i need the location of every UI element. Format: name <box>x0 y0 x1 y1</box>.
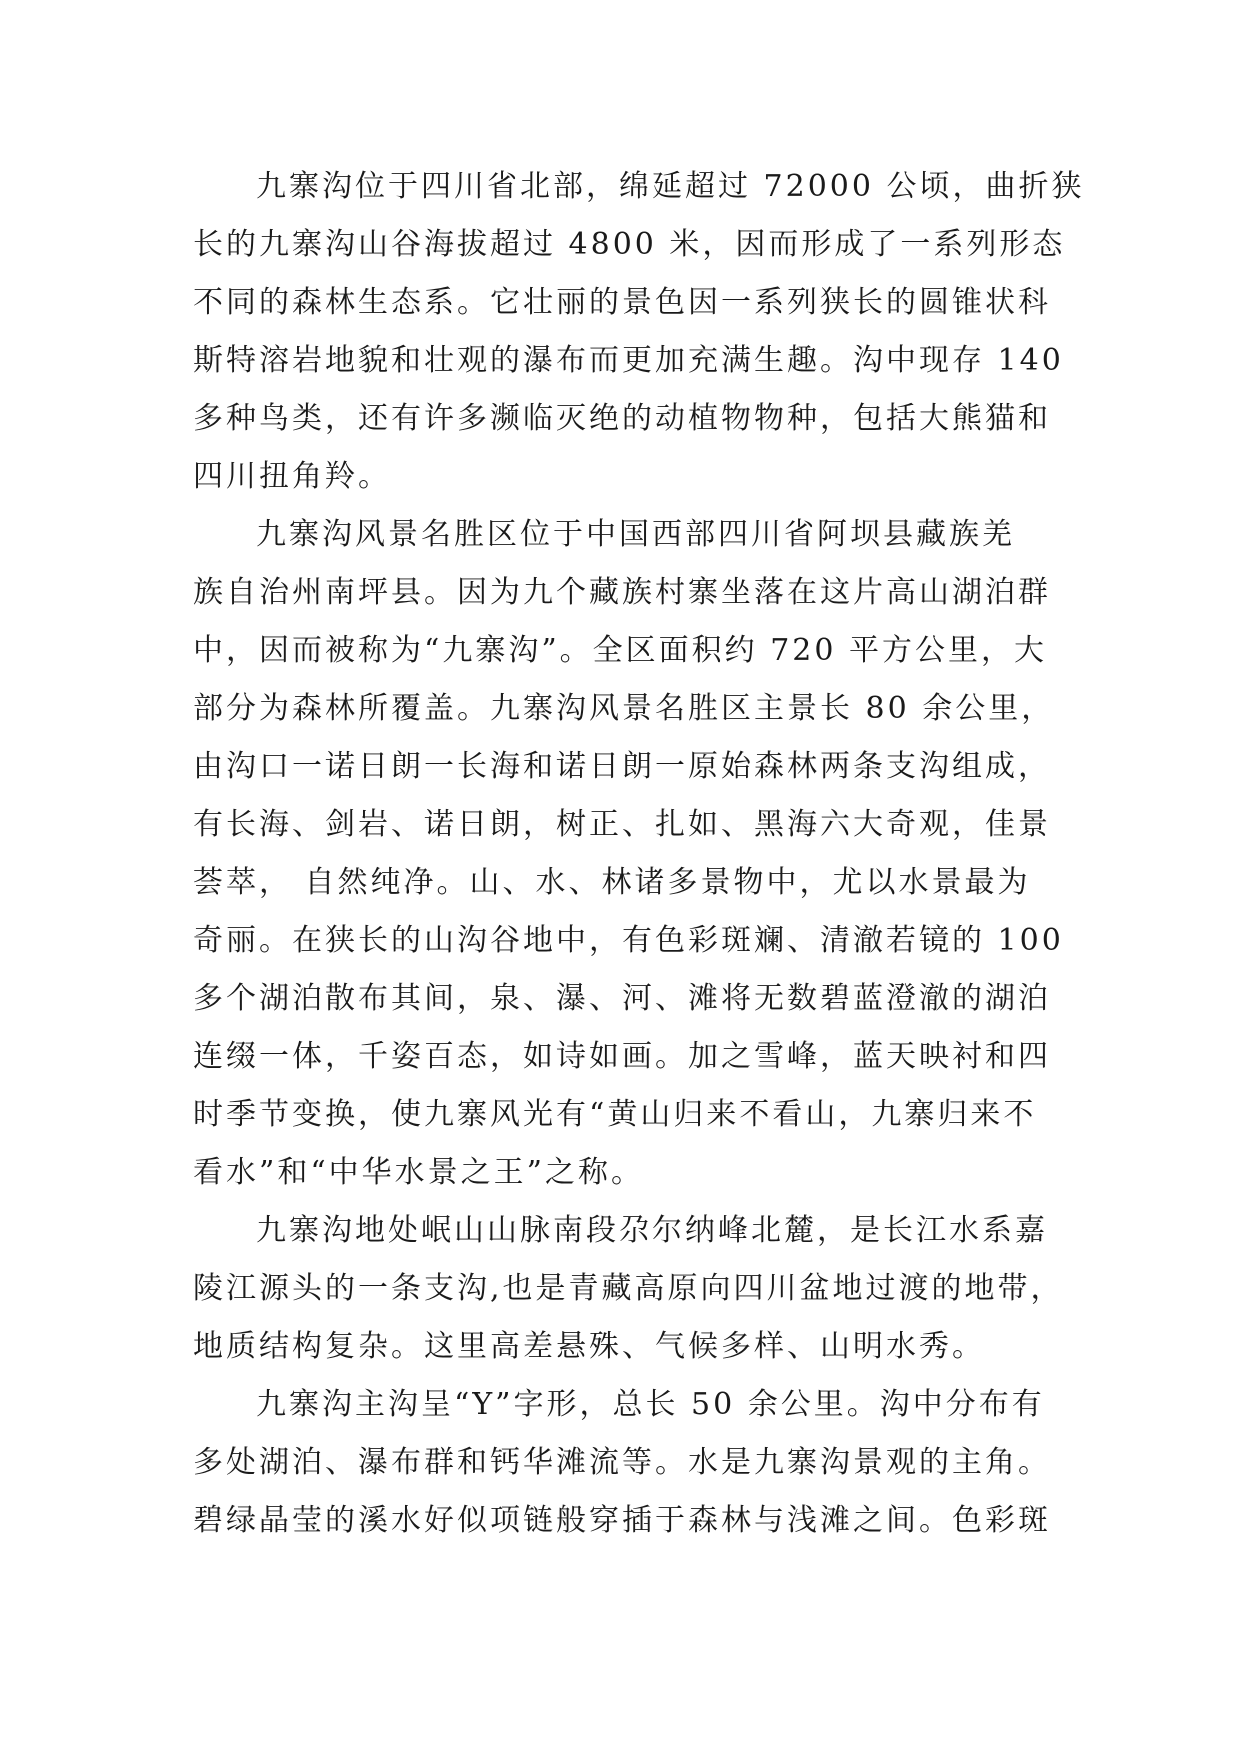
paragraph-line: 九寨沟风景名胜区位于中国西部四川省阿坝县藏族羌 <box>256 517 1015 552</box>
paragraph-line: 部分为森林所覆盖。九寨沟风景名胜区主景长 80 余公里， <box>193 691 1055 726</box>
paragraph-line: 九寨沟地处岷山山脉南段尕尔纳峰北麓，是长江水系嘉 <box>256 1213 1048 1248</box>
paragraph-line: 族自治州南坪县。因为九个藏族村寨坐落在这片高山湖泊群 <box>193 575 1051 610</box>
paragraph-line: 九寨沟主沟呈“Y”字形，总长 50 余公里。沟中分布有 <box>256 1387 1045 1422</box>
paragraph-line: 多处湖泊、瀑布群和钙华滩流等。水是九寨沟景观的主角。 <box>193 1445 1051 1480</box>
paragraph-line: 长的九寨沟山谷海拔超过 4800 米，因而形成了一系列形态 <box>193 227 1066 262</box>
paragraph-2 <box>193 506 1064 1202</box>
paragraph-line: 奇丽。在狭长的山沟谷地中，有色彩斑斓、清澈若镜的 100 <box>193 923 1064 958</box>
paragraph-line: 时季节变换，使九寨风光有“黄山归来不看山，九寨归来不 <box>193 1097 1037 1132</box>
paragraph-line: 斯特溶岩地貌和壮观的瀑布而更加充满生趣。沟中现存 140 <box>193 343 1064 378</box>
paragraph-line: 地质结构复杂。这里高差悬殊、气候多样、山明水秀。 <box>193 1329 985 1364</box>
paragraph-4 <box>193 1376 1053 1550</box>
paragraph-line: 有长海、剑岩、诺日朗，树正、扎如、黑海六大奇观，佳景 <box>193 807 1051 842</box>
paragraph-line: 荟萃， 自然纯净。山、水、林诸多景物中，尤以水景最为 <box>193 865 1031 900</box>
paragraph-line: 多种鸟类，还有许多濒临灭绝的动植物物种，包括大熊猫和 <box>193 401 1051 436</box>
paragraph-line: 多个湖泊散布其间，泉、瀑、河、滩将无数碧蓝澄澈的湖泊 <box>193 981 1051 1016</box>
paragraph-line: 九寨沟位于四川省北部，绵延超过 72000 公顷，曲折狭 <box>256 169 1085 204</box>
paragraph-line: 由沟口一诺日朗一长海和诺日朗一原始森林两条支沟组成， <box>193 749 1051 784</box>
paragraph-line: 不同的森林生态系。它壮丽的景色因一系列狭长的圆锥状科 <box>193 285 1051 320</box>
document-body <box>193 158 1085 1550</box>
paragraph-line: 连缀一体，千姿百态，如诗如画。加之雪峰，蓝天映衬和四 <box>193 1039 1051 1074</box>
paragraph-1 <box>193 158 1085 506</box>
paragraph-line: 碧绿晶莹的溪水好似项链般穿插于森林与浅滩之间。色彩斑 <box>193 1503 1051 1538</box>
paragraph-line: 四川扭角羚。 <box>193 459 391 494</box>
paragraph-line: 看水”和“中华水景之王”之称。 <box>193 1155 645 1190</box>
paragraph-3 <box>193 1202 1064 1376</box>
paragraph-line: 陵江源头的一条支沟,也是青藏高原向四川盆地过渡的地带， <box>193 1271 1064 1306</box>
paragraph-line: 中，因而被称为“九寨沟”。全区面积约 720 平方公里，大 <box>193 633 1048 668</box>
